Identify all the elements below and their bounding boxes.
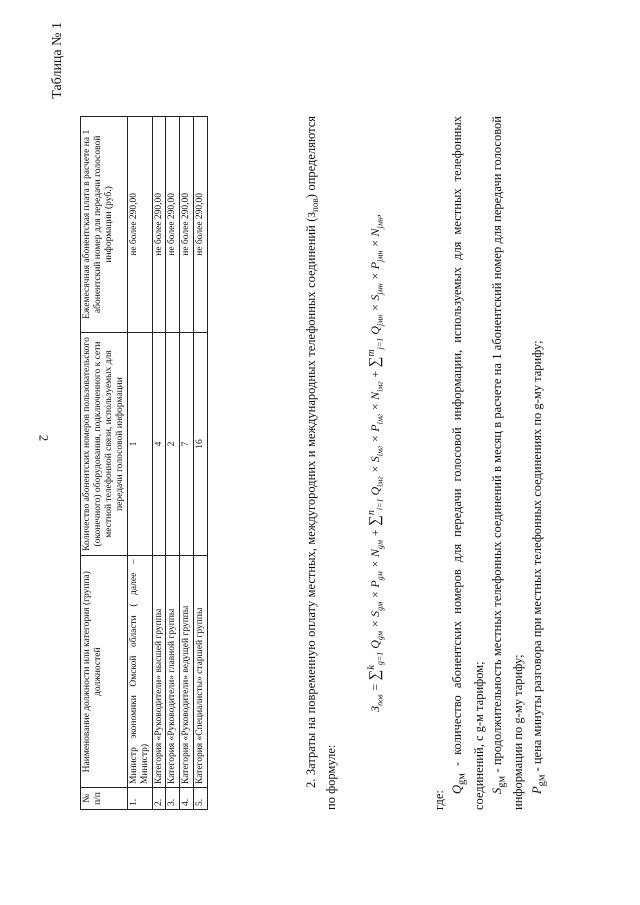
- table-row: [152, 117, 166, 810]
- intro-end-text: ) определяются по формуле:: [304, 115, 339, 810]
- row-count: 2: [166, 332, 180, 556]
- row-count: 4: [152, 332, 166, 556]
- row-number: 2.: [152, 788, 166, 810]
- row-count: 7: [180, 332, 194, 556]
- row-position: Категория «Руководители» главной группы: [166, 556, 180, 788]
- sum-symbol: ∑: [367, 669, 383, 681]
- row-number: 5.: [194, 788, 208, 810]
- row-number: 1.: [127, 788, 152, 810]
- row-number: 4.: [180, 788, 194, 810]
- row-position: Категория «Руководители» ведущей группы: [180, 556, 194, 788]
- row-position: Категория «Руководители» высшей группы: [152, 556, 166, 788]
- row-count: 16: [194, 332, 208, 556]
- cost-formula: $З_{пов} = \sum^k_{g=1}$ $Q_{gм} \times S_{gм} \times P_{gм} \times N_{gм} + \sum^n_{i=1}$ $Q_{iмг} \times S_{iмг} \times P_{iмг} \times N_{iмг} + \sum^m_{j=1}$ $Q_{jмн} \times S_{jмн} \times P_{jмн} \times N_{jмн}$,: [366, 214, 385, 712]
- header-monthly-fee: Ежемесячная абонентская плата в расчете на 1 абонентский номер для передачи голосовой информации (руб.): [81, 117, 128, 333]
- row-number: 3.: [166, 788, 180, 810]
- table-header-row: [81, 117, 128, 810]
- header-number: № п/п: [81, 788, 128, 810]
- page-number: 2: [36, 434, 52, 442]
- definition-item: $S_{gм}$ - продолжительность местных телефонных соединений в месяц в расчете на 1 абонентский номер для передачи голосовой информации по g-му тарифу;: [489, 116, 526, 810]
- row-count: 1: [127, 332, 152, 556]
- row-position: Категория «Специалисты» старшей группы: [194, 556, 208, 788]
- header-position: Наименование должности или категория (группа) должностей: [81, 556, 128, 788]
- positions-table: [80, 116, 208, 810]
- where-label: где:: [432, 790, 446, 810]
- sum-symbol: ∑: [367, 356, 383, 368]
- section-2-intro: [302, 116, 341, 810]
- table-row: [127, 117, 152, 810]
- row-fee: не более 290,00: [127, 117, 152, 333]
- cost-symbol: $З_{пов}$: [306, 198, 321, 218]
- definition-item: $P_{gм}$ - цена минуты разговора при местных телефонных соединениях по g-му тарифу;: [529, 340, 548, 794]
- header-number-count: Количество абонентских номеров пользовательского (оконечного) оборудования, подключенного к сети местной телефонной связи, используемых для передачи голосовой информации: [81, 332, 128, 556]
- table-caption: Таблица № 1: [50, 22, 65, 99]
- row-fee: не более 290,00: [194, 117, 208, 333]
- definitions-block: [430, 116, 549, 810]
- rotated-page-content: [40, 0, 600, 905]
- definition-item: $Q_{gм}$ - количество абонентских номеров для передачи голосовой информации, используемых для местных телефонных соединений, с g-м тарифом;: [450, 116, 486, 810]
- table-row: [194, 117, 208, 810]
- row-fee: не более 290,00: [180, 117, 194, 333]
- table-row: [166, 117, 180, 810]
- sum-symbol: ∑: [367, 515, 383, 526]
- row-position: Министр экономики Омской области ( далее – Министр): [127, 556, 152, 788]
- table-row: [180, 117, 194, 810]
- intro-text: 2. Затраты на повременную оплату местных, междугородних и международных телефонных соединений (: [304, 217, 318, 788]
- row-fee: не более 290,00: [166, 117, 180, 333]
- row-fee: не более 290,00: [152, 117, 166, 333]
